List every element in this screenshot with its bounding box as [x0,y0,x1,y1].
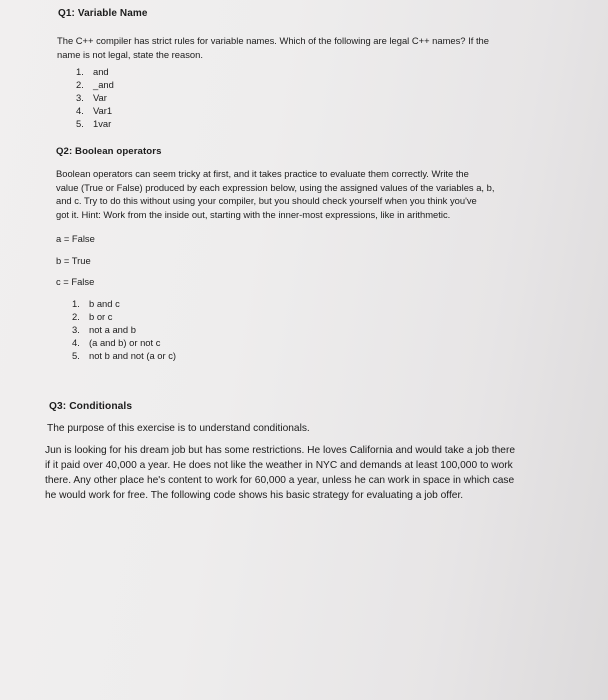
q3-line-1: Jun is looking for his dream job but has some restrictions. He loves California and would take a job there [45,445,515,456]
q2-line-3: and c. Try to do this without using your compiler, but you should check yourself when you think you've [56,195,477,206]
q2-var-c: c = False [56,276,95,287]
q3-line-2: if it paid over 40,000 a year. He does not like the weather in NYC and demands at least 100,000 to work [45,460,513,471]
q2-list [72,297,176,362]
list-item: 5. not b and not (a or c) [72,350,177,361]
q1-intro [57,34,597,61]
q3-purpose: The purpose of this exercise is to understand conditionals. [47,423,310,434]
q3-paragraph [45,443,595,503]
q2-var-a: a = False [56,233,95,244]
list-item: 2. b or c [72,311,113,322]
q1-heading: Q1: Variable Name [58,8,148,19]
list-item: 4. Var1 [76,105,113,116]
q3-line-3: there. Any other place he's content to work for 60,000 a year, unless he can work in space in which case [45,475,515,486]
q2-line-2: value (True or False) produced by each expression below, using the assigned values of the variables a, b, [56,181,495,193]
list-item: 1. b and c [72,298,120,309]
q2-heading: Q2: Boolean operators [56,146,162,157]
q3-line-4: he would work for free. The following code shows his basic strategy for evaluating a job offer. [45,490,464,501]
list-item: 5. 1var [76,118,112,129]
list-item: 3. not a and b [72,324,136,335]
list-item: 1. and [76,66,109,77]
q1-list [76,65,114,130]
q2-line-4: got it. Hint: Work from the inside out, starting with the inner-most expressions, like in arithmetic. [56,208,451,220]
list-item: 2. _and [76,79,114,90]
list-item: 4. (a and b) or not c [72,337,161,348]
q1-intro-line-1: The C++ compiler has strict rules for variable names. Which of the following are legal C++ names? If the [57,35,489,46]
q1-intro-line-2: name is not legal, state the reason. [57,48,203,60]
q2-paragraph [56,167,596,221]
q2-line-1: Boolean operators can seem tricky at first, and it takes practice to evaluate them correctly. Write the [56,168,469,179]
list-item: 3. Var [76,92,107,103]
q3-heading: Q3: Conditionals [49,401,133,412]
q2-var-b: b = True [56,255,91,266]
